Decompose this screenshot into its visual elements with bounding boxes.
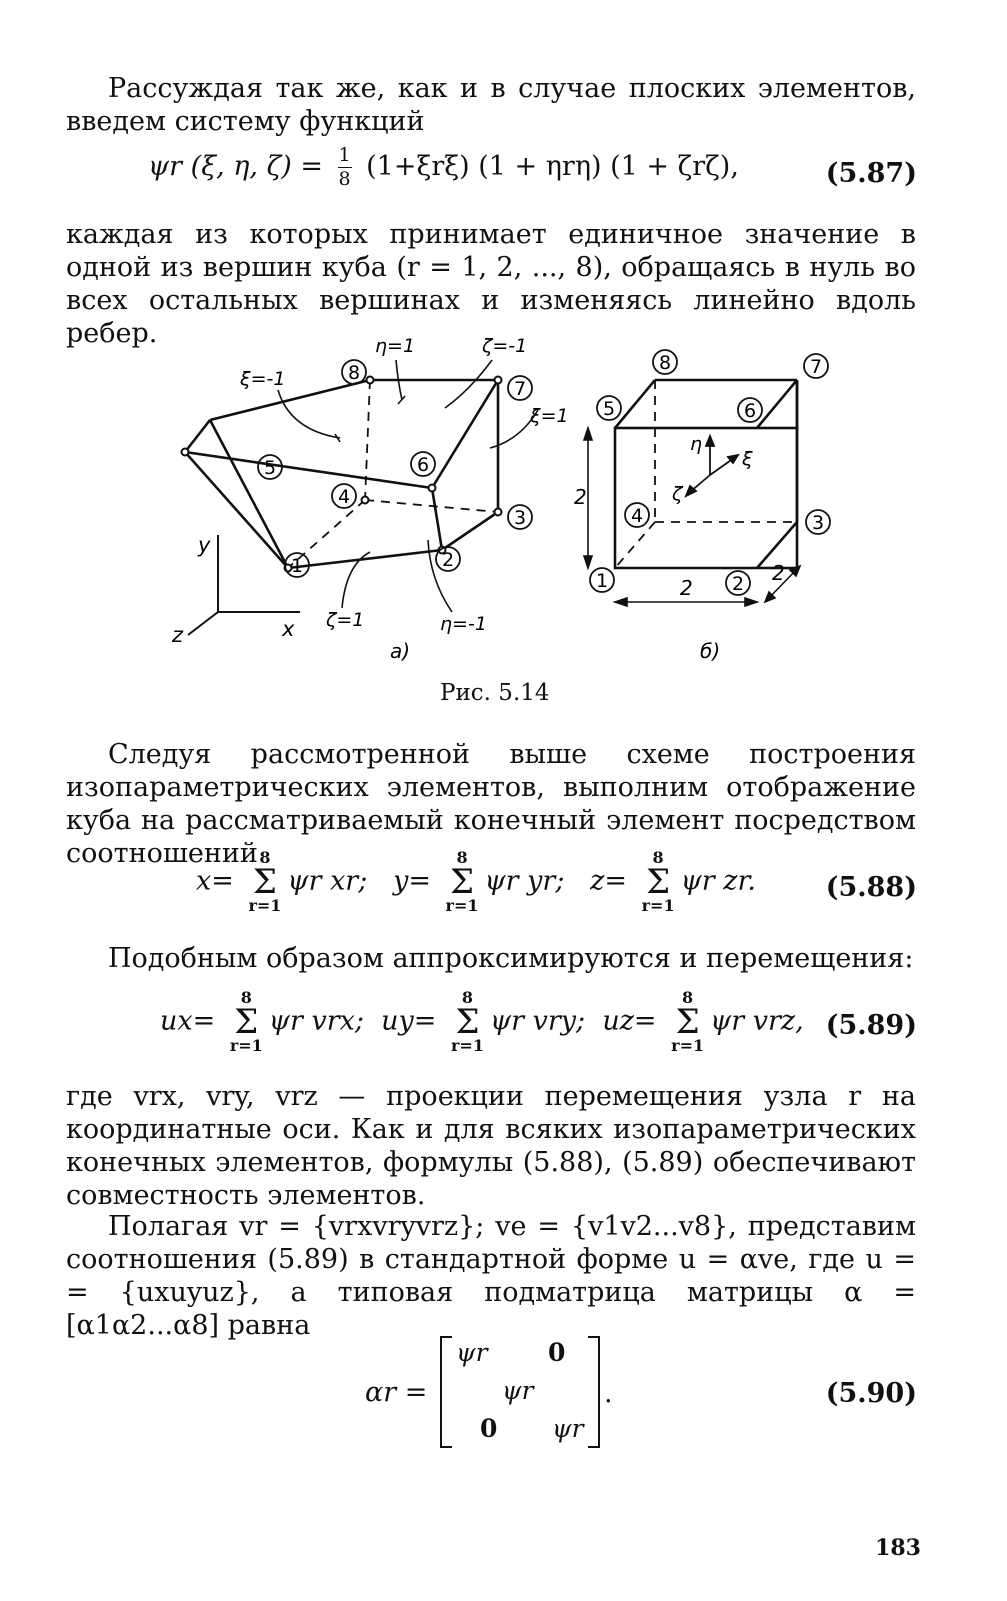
eq-number-590: (5.90) bbox=[825, 1378, 917, 1409]
node-5-label: 5 bbox=[263, 457, 277, 479]
b-node-1-label: 1 bbox=[595, 570, 609, 592]
figure-5-14 bbox=[160, 330, 860, 675]
b-node-2-label: 2 bbox=[731, 573, 745, 595]
b-node-6-label: 6 bbox=[743, 400, 757, 422]
eq-587-fraction bbox=[338, 146, 352, 189]
node-7-label: 7 bbox=[513, 378, 527, 400]
figure-a-axis-labels bbox=[171, 533, 295, 647]
eq-588-x: x= bbox=[196, 865, 243, 897]
axis-x-label: x bbox=[282, 617, 295, 641]
page-number: 183 bbox=[875, 1535, 921, 1561]
eq-589-ux: ux= bbox=[160, 1005, 224, 1037]
projection-paragraph: где vrx, vry, vrz — проекции перемещения узла r на координатные оси. Как и для всяких изопараметрических конечных элементов, формулы (5.88), (5.89) обеспечивают совместность элементов. bbox=[66, 1081, 916, 1211]
face-xi-minus-label: ξ=-1 bbox=[240, 368, 286, 390]
axis-xi-label: ξ bbox=[742, 448, 753, 470]
figure-a-hidden-edges bbox=[288, 380, 498, 568]
node-3-label: 3 bbox=[513, 507, 527, 529]
sum-symbol: 8 Σ r=1 bbox=[248, 848, 282, 915]
sum-symbol: 8 Σ r=1 bbox=[445, 848, 479, 915]
sum-symbol: 8 Σ r=1 bbox=[229, 988, 263, 1055]
figure-a-sublabel: a) bbox=[390, 639, 411, 663]
eq-number-589: (5.89) bbox=[825, 1010, 917, 1041]
eq-587-rhs: (1+ξrξ) (1 + ηrη) (1 + ζrζ), bbox=[366, 151, 739, 182]
eq-589-uy: uy= bbox=[381, 1005, 445, 1037]
figure-b-sublabel: б) bbox=[700, 639, 721, 663]
node-6-label: 6 bbox=[416, 454, 430, 476]
face-eta-minus-label: η=-1 bbox=[440, 613, 487, 635]
intro-paragraph: Рассуждая так же, как и в случае плоских элементов, введем систему функций bbox=[66, 73, 916, 137]
displacement-paragraph: Подобным образом аппроксимируются и перемещения: bbox=[108, 943, 914, 974]
b-node-3-label: 3 bbox=[811, 512, 825, 534]
matrix-cell-11: ψr bbox=[456, 1338, 488, 1367]
sum-symbol: 8 Σ r=1 bbox=[641, 848, 675, 915]
eq-number-588: (5.88) bbox=[825, 872, 917, 903]
eq-588-term-y: ψr yr; bbox=[484, 865, 565, 897]
eq-number-587: (5.87) bbox=[825, 158, 917, 189]
fraction-denominator: 8 bbox=[338, 168, 351, 190]
matrix-cell-33: ψr bbox=[552, 1414, 584, 1443]
b-node-7-label: 7 bbox=[809, 356, 823, 378]
face-zeta-plus-label: ζ=1 bbox=[326, 609, 365, 631]
sum-symbol: 8 Σ r=1 bbox=[450, 988, 484, 1055]
dim-horizontal-label: 2 bbox=[680, 576, 693, 600]
mapping-paragraph: Следуя рассмотренной выше схеме построения изопараметрических элементов, выполним отображение куба на рассматриваемый конечный элемент посредством соотношений bbox=[66, 739, 916, 869]
eq-589-term-y: ψr vry; bbox=[489, 1005, 586, 1037]
node-4-label: 4 bbox=[337, 486, 351, 508]
axis-y-label: y bbox=[198, 533, 211, 557]
eq-589-term-z: ψr vrz, bbox=[710, 1005, 804, 1037]
matrix-cell-31: 0 bbox=[480, 1414, 498, 1443]
figure-a-cube bbox=[185, 380, 498, 568]
eq-588-y: y= bbox=[393, 865, 440, 897]
eq-590-lhs: αr = bbox=[365, 1377, 428, 1408]
b-node-4-label: 4 bbox=[630, 505, 644, 527]
eq-588-term-z: ψr zr. bbox=[680, 865, 756, 897]
sum-symbol: 8 Σ r=1 bbox=[671, 988, 705, 1055]
figure-b-hidden-edges bbox=[615, 380, 797, 568]
eq-590-period: . bbox=[604, 1378, 613, 1409]
figure-caption: Рис. 5.14 bbox=[440, 680, 550, 706]
face-eta-plus-label: η=1 bbox=[375, 335, 416, 357]
matrix-cell-13: 0 bbox=[548, 1338, 566, 1367]
standard-form-paragraph: Полагая vr = {vrxvryvrz}; ve = {v1v2...v8}, представим соотношения (5.89) в стандартной форме u = αve, где u = = {uxuyuz}, а типовая подматрица матрицы α = [α1α2...α8] равна bbox=[66, 1211, 916, 1341]
eq-589-uz: uz= bbox=[602, 1005, 666, 1037]
dim-depth-label: 2 bbox=[772, 561, 785, 585]
eq-589-term-x: ψr vrx; bbox=[268, 1005, 364, 1037]
face-xi-plus-label: ξ=1 bbox=[530, 405, 569, 427]
equation-5-89 bbox=[160, 990, 804, 1054]
node-2-label: 2 bbox=[441, 549, 455, 571]
axis-z-label: z bbox=[172, 623, 184, 647]
axis-eta-label: η bbox=[690, 433, 703, 455]
eq-587-lhs: ψr (ξ, η, ζ) = bbox=[148, 151, 323, 182]
after-587-paragraph: каждая из которых принимает единичное значение в одной из вершин куба (r = 1, 2, ..., 8), обращаясь в нуль во всех остальных вершинах и изменяясь линейно вдоль ребер. bbox=[66, 219, 916, 349]
figure-b-cube bbox=[615, 380, 797, 568]
face-zeta-minus-label: ζ=-1 bbox=[482, 335, 528, 357]
fraction-numerator: 1 bbox=[338, 144, 351, 166]
matrix-alpha-r bbox=[440, 1336, 600, 1448]
eq-588-z: z= bbox=[590, 865, 636, 897]
equation-5-88 bbox=[196, 850, 756, 914]
eq-588-term-x: ψr xr; bbox=[287, 865, 368, 897]
b-node-5-label: 5 bbox=[602, 398, 616, 420]
node-1-label: 1 bbox=[290, 555, 304, 577]
node-8-label: 8 bbox=[347, 362, 361, 384]
dim-vertical-label: 2 bbox=[574, 485, 587, 509]
equation-5-87 bbox=[148, 146, 739, 189]
axis-zeta-label: ζ bbox=[672, 483, 683, 505]
b-node-8-label: 8 bbox=[658, 352, 672, 374]
matrix-cell-22: ψr bbox=[502, 1376, 534, 1405]
